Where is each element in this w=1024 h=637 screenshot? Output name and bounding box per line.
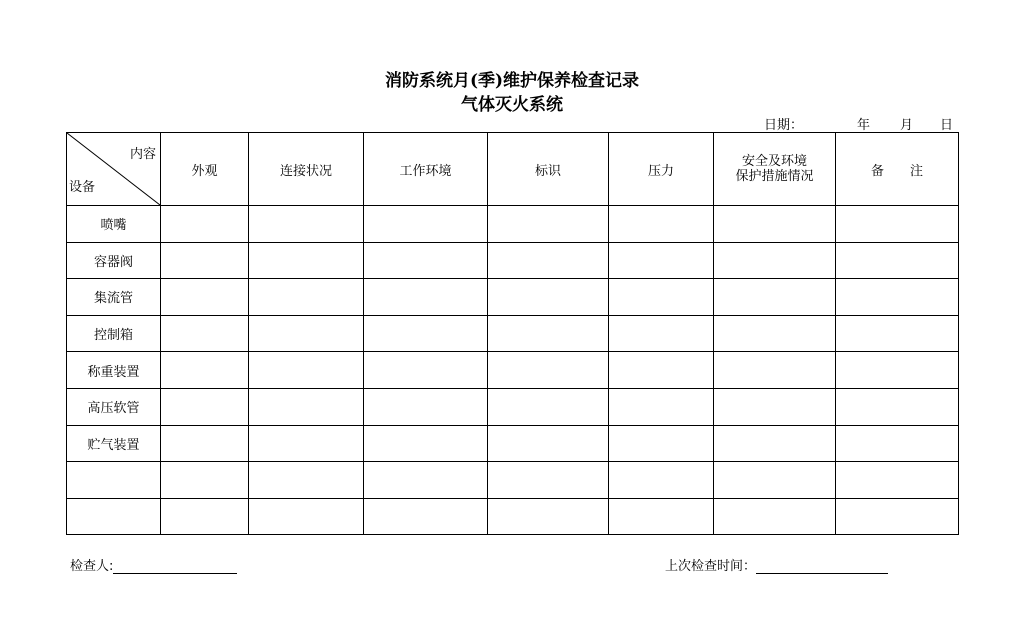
table-cell[interactable]	[836, 462, 959, 499]
table-cell[interactable]	[488, 279, 609, 316]
table-cell[interactable]	[488, 425, 609, 462]
table-cell[interactable]	[161, 462, 249, 499]
table-cell[interactable]	[836, 352, 959, 389]
table-cell[interactable]	[488, 206, 609, 243]
table-cell[interactable]	[249, 352, 364, 389]
last-inspection-field	[665, 555, 888, 574]
table-cell[interactable]	[364, 242, 488, 279]
col-header-pressure: 压力	[609, 133, 714, 206]
table-cell[interactable]	[249, 425, 364, 462]
table-row	[67, 315, 959, 352]
table-cell[interactable]	[364, 279, 488, 316]
table-cell[interactable]	[364, 498, 488, 535]
table-cell[interactable]	[488, 352, 609, 389]
table-cell[interactable]	[714, 242, 836, 279]
table-cell[interactable]	[609, 279, 714, 316]
table-cell[interactable]	[714, 352, 836, 389]
table-cell[interactable]	[609, 242, 714, 279]
col-header-connection: 连接状况	[249, 133, 364, 206]
table-cell[interactable]	[161, 498, 249, 535]
table-row	[67, 388, 959, 425]
corner-content-label: 内容	[129, 147, 156, 162]
table-cell[interactable]	[161, 242, 249, 279]
table-cell[interactable]	[249, 242, 364, 279]
table-cell[interactable]	[161, 315, 249, 352]
col-header-remarks: 备 注	[836, 133, 959, 206]
table-cell[interactable]	[488, 315, 609, 352]
table-cell[interactable]	[714, 315, 836, 352]
header-row	[67, 133, 959, 206]
table-cell[interactable]	[364, 315, 488, 352]
corner-device-label: 设备	[69, 180, 96, 195]
table-cell[interactable]	[249, 206, 364, 243]
table-cell[interactable]	[364, 425, 488, 462]
date-month: 月	[900, 118, 914, 133]
col-header-marking: 标识	[488, 133, 609, 206]
corner-header-cell	[67, 133, 161, 206]
col-header-safety	[714, 133, 836, 206]
device-name-cell: 高压软管	[67, 388, 161, 425]
table-cell[interactable]	[836, 388, 959, 425]
table-cell[interactable]	[836, 498, 959, 535]
device-name-cell: 控制箱	[67, 315, 161, 352]
table-cell[interactable]	[364, 462, 488, 499]
table-row	[67, 352, 959, 389]
device-name-cell: 集流管	[67, 279, 161, 316]
table-row	[67, 425, 959, 462]
table-row	[67, 462, 959, 499]
table-cell[interactable]	[161, 279, 249, 316]
device-name-cell	[67, 462, 161, 499]
col-header-environment: 工作环境	[364, 133, 488, 206]
form-subtitle: 气体灭火系统	[461, 95, 563, 115]
date-year: 年	[857, 118, 871, 133]
table-row	[67, 242, 959, 279]
col-header-safety-line2: 保护措施情况	[735, 169, 814, 184]
table-row	[67, 206, 959, 243]
table-cell[interactable]	[488, 498, 609, 535]
last-inspection-underline[interactable]	[756, 558, 888, 574]
table-cell[interactable]	[488, 388, 609, 425]
table-cell[interactable]	[249, 279, 364, 316]
inspector-label: 检查人:	[70, 559, 114, 574]
table-cell[interactable]	[609, 206, 714, 243]
table-row	[67, 279, 959, 316]
table-cell[interactable]	[249, 462, 364, 499]
table-cell[interactable]	[488, 462, 609, 499]
date-day: 日	[940, 118, 954, 133]
device-name-cell	[67, 498, 161, 535]
inspection-table	[66, 132, 959, 535]
form-title: 消防系统月(季)维护保养检查记录	[384, 71, 640, 91]
table-cell[interactable]	[714, 206, 836, 243]
table-cell[interactable]	[836, 279, 959, 316]
table-cell[interactable]	[609, 388, 714, 425]
table-cell[interactable]	[249, 315, 364, 352]
inspector-underline[interactable]	[113, 558, 237, 574]
inspector-field	[70, 555, 237, 574]
col-header-safety-line1: 安全及环境	[741, 154, 807, 169]
table-cell[interactable]	[609, 352, 714, 389]
table-cell[interactable]	[249, 498, 364, 535]
table-cell[interactable]	[609, 425, 714, 462]
table-cell[interactable]	[249, 388, 364, 425]
table-cell[interactable]	[161, 425, 249, 462]
date-label: 日期：	[764, 118, 804, 133]
table-cell[interactable]	[836, 206, 959, 243]
table-row	[67, 498, 959, 535]
table-cell[interactable]	[364, 352, 488, 389]
table-cell[interactable]	[488, 242, 609, 279]
table-cell[interactable]	[609, 498, 714, 535]
table-cell[interactable]	[609, 315, 714, 352]
table-cell[interactable]	[609, 462, 714, 499]
table-cell[interactable]	[161, 388, 249, 425]
device-name-cell: 称重装置	[67, 352, 161, 389]
table-cell[interactable]	[836, 425, 959, 462]
device-name-cell: 贮气装置	[67, 425, 161, 462]
col-header-appearance: 外观	[161, 133, 249, 206]
table-cell[interactable]	[161, 352, 249, 389]
table-cell[interactable]	[714, 388, 836, 425]
table-cell[interactable]	[714, 425, 836, 462]
device-name-cell: 容器阀	[67, 242, 161, 279]
device-name-cell: 喷嘴	[67, 206, 161, 243]
table-cell[interactable]	[714, 498, 836, 535]
table-cell[interactable]	[714, 462, 836, 499]
table-cell[interactable]	[714, 279, 836, 316]
table-cell[interactable]	[836, 315, 959, 352]
last-inspection-label: 上次检查时间：	[665, 559, 757, 574]
table-cell[interactable]	[364, 388, 488, 425]
table-cell[interactable]	[364, 206, 488, 243]
table-cell[interactable]	[836, 242, 959, 279]
table-cell[interactable]	[161, 206, 249, 243]
